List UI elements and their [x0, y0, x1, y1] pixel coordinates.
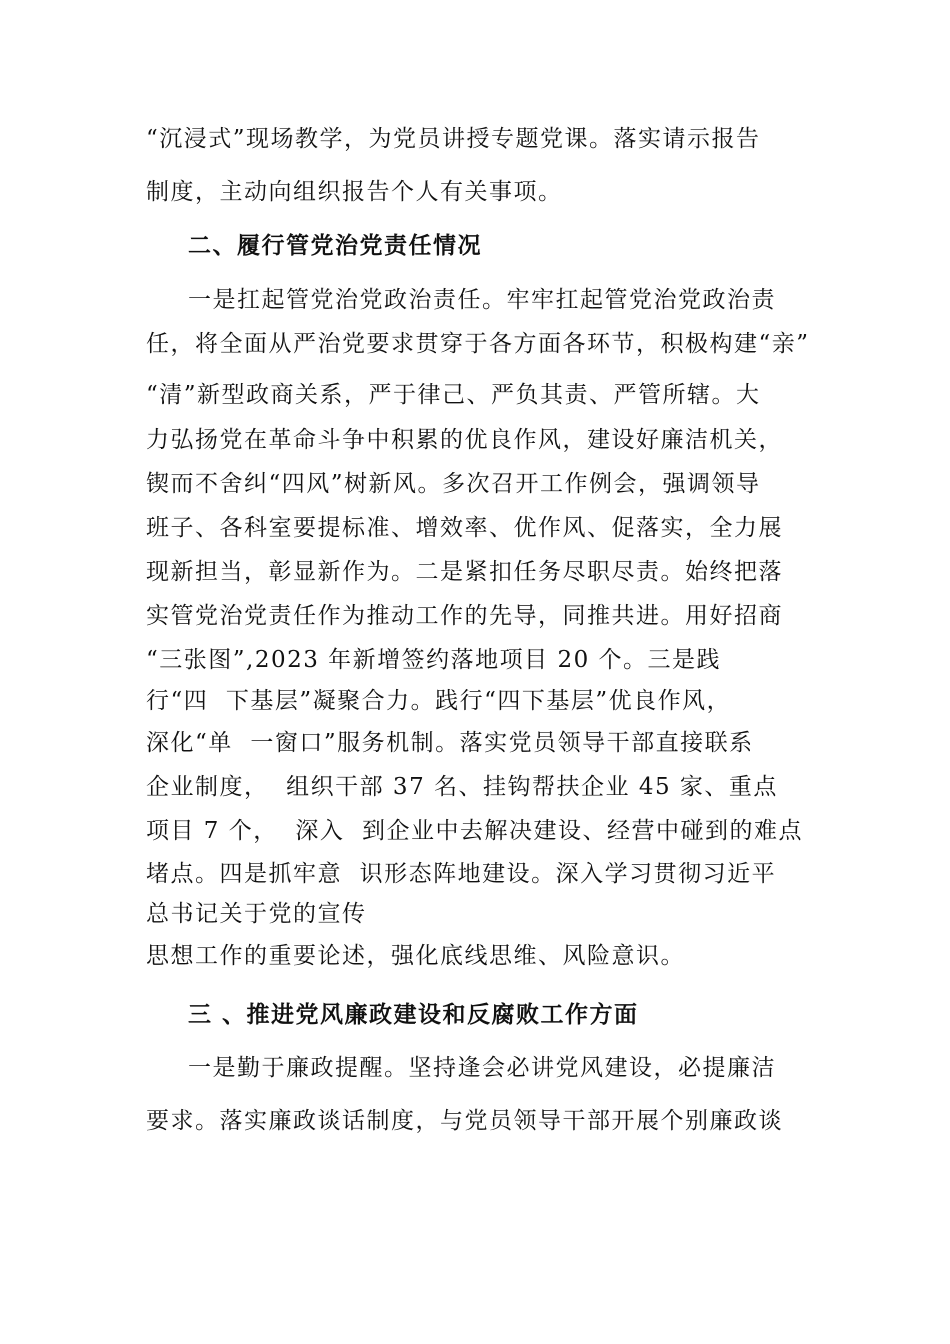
paragraph-line: 力弘扬党在革命斗争中积累的优良作风，建设好廉洁机关， — [146, 427, 783, 453]
paragraph-line: “沉浸式”现场教学，为党员讲授专题党课。落实请示报告 — [146, 126, 761, 152]
paragraph-line: 制度，主动向组织报告个人有关事项。 — [146, 179, 563, 205]
section-heading-3: 三 、推进党风廉政建设和反腐败工作方面 — [188, 1002, 639, 1028]
paragraph-line: 一是扛起管党治党政治责任。牢牢扛起管党治党政治责 — [188, 287, 776, 313]
paragraph-line: 堵点。四是抓牢意 识形态阵地建设。深入学习贯彻习近平 — [146, 861, 777, 887]
paragraph-line: 项目 7 个， 深入 到企业中去解决建设、经营中碰到的难点 — [146, 818, 803, 844]
paragraph-line: 任，将全面从严治党要求贯穿于各方面各环节，积极构建“亲” — [146, 331, 810, 357]
paragraph-line: 要求。落实廉政谈话制度，与党员领导干部开展个别廉政谈 — [146, 1108, 783, 1134]
paragraph-line: “三张图”,2023 年新增签约落地项目 20 个。三是践 — [146, 647, 722, 673]
paragraph-line: 实管党治党责任作为推动工作的先导，同推共进。用好招商 — [146, 603, 783, 629]
paragraph-line: “清”新型政商关系，严于律己、严负其责、严管所辖。大 — [146, 382, 761, 408]
section-heading-2: 二、履行管党治党责任情况 — [188, 233, 482, 259]
paragraph-line: 思想工作的重要论述，强化底线思维、风险意识。 — [146, 943, 685, 969]
paragraph-line: 企业制度， 组织干部 37 名、挂钩帮扶企业 45 家、重点 — [146, 774, 778, 800]
paragraph-line: 班子、各科室要提标准、增效率、优作风、促落实，全力展 — [146, 515, 783, 541]
paragraph-line: 锲而不舍纠“四风”树新风。多次召开工作例会，强调领导 — [146, 471, 761, 497]
paragraph-line: 深化“单 一窗口”服务机制。落实党员领导干部直接联系 — [146, 730, 754, 756]
paragraph-line: 行“四 下基层”凝聚合力。践行“四下基层”优良作风， — [146, 688, 732, 714]
paragraph-line: 总书记关于党的宣传 — [146, 901, 367, 927]
paragraph-line: 现新担当，彰显新作为。二是紧扣任务尽职尽责。始终把落 — [146, 559, 783, 585]
paragraph-line: 一是勤于廉政提醒。坚持逢会必讲党风建设，必提廉洁 — [188, 1055, 776, 1081]
